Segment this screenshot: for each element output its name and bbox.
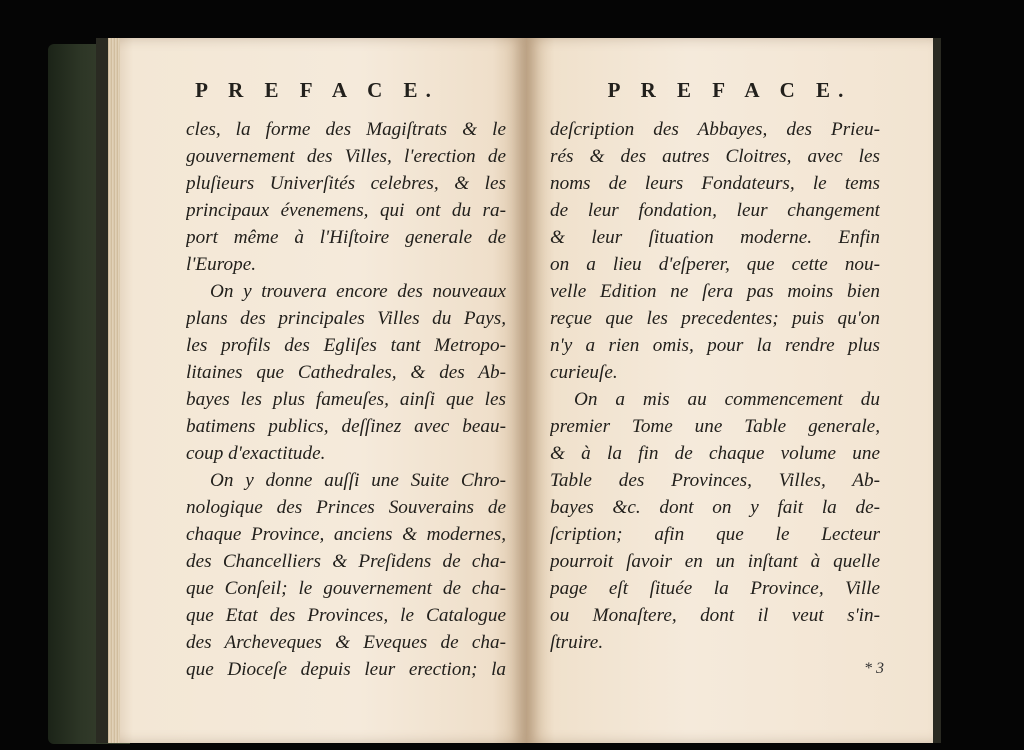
text-line: n'y a rien omis, pour la rendre plus <box>550 335 880 356</box>
text-line: On y donne auſſi une Suite Chro- <box>210 470 506 491</box>
text-line: ſcription; afin que le Lecteur <box>550 524 880 545</box>
left-page <box>108 38 526 743</box>
text-line: pluſieurs Univerſités celebres, & les <box>186 173 506 194</box>
text-line: bayes les plus fameuſes, ainſi que les <box>186 389 506 410</box>
text-line: que Etat des Provinces, le Catalogue <box>186 605 506 626</box>
text-line: gouvernement des Villes, l'erection de <box>186 146 506 167</box>
open-book <box>96 38 941 743</box>
text-line: port même à l'Hiſtoire generale de <box>186 227 506 248</box>
text-line: reçue que les precedentes; puis qu'on <box>550 308 880 329</box>
text-line: On a mis au commencement du <box>574 389 880 410</box>
text-line: curieuſe. <box>550 362 618 383</box>
text-line: on a lieu d'eſperer, que cette nou- <box>550 254 880 275</box>
text-line: chaque Province, anciens & modernes, <box>186 524 506 545</box>
text-line: l'Europe. <box>186 254 257 275</box>
page-edges <box>108 38 120 743</box>
text-line: batimens publics, deſſinez avec beau- <box>186 416 506 437</box>
text-line: que Conſeil; le gouvernement de cha- <box>186 578 506 599</box>
text-line: velle Edition ne ſera pas moins bien <box>550 281 880 302</box>
text-line: plans des principales Villes du Pays, <box>186 308 506 329</box>
text-line: nologique des Princes Souverains de <box>186 497 506 518</box>
right-page-text <box>550 116 880 656</box>
text-line: page eſt ſituée la Province, Ville <box>550 578 880 599</box>
text-line: des Archeveques & Eveques de cha- <box>186 632 506 653</box>
left-page-text <box>186 116 506 683</box>
text-line: que Dioceſe depuis leur erection; la <box>186 659 506 680</box>
text-line: premier Tome une Table generale, <box>550 416 880 437</box>
text-line: Table des Provinces, Villes, Ab- <box>550 470 880 491</box>
text-line: des Chancelliers & Preſidens de cha- <box>186 551 506 572</box>
right-page <box>526 38 933 743</box>
text-line: les profils des Egliſes tant Metropo- <box>186 335 506 356</box>
text-line: pourroit ſavoir en un inſtant à quelle <box>550 551 880 572</box>
right-page-heading: P R E F A C E. <box>607 78 852 102</box>
text-line: & leur ſituation moderne. Enfin <box>550 227 880 248</box>
signature-mark: * 3 <box>864 660 884 677</box>
text-line: cles, la forme des Magiſtrats & le <box>186 119 506 140</box>
text-line: deſcription des Abbayes, des Prieu- <box>550 119 880 140</box>
text-line: principaux évenemens, qui ont du ra- <box>186 200 506 221</box>
text-line: bayes &c. dont on y fait la de- <box>550 497 880 518</box>
text-line: & à la fin de chaque volume une <box>550 443 880 464</box>
text-line: ſtruire. <box>550 632 604 653</box>
text-line: de leur fondation, leur changement <box>550 200 880 221</box>
text-line: On y trouvera encore des nouveaux <box>210 281 506 302</box>
text-line: noms de leurs Fondateurs, le tems <box>550 173 880 194</box>
text-line: coup d'exactitude. <box>186 443 326 464</box>
text-line: rés & des autres Cloitres, avec les <box>550 146 880 167</box>
left-page-heading: P R E F A C E. <box>195 78 439 102</box>
text-line: ou Monaſtere, dont il veut s'in- <box>550 605 880 626</box>
text-line: litaines que Cathedrales, & des Ab- <box>186 362 506 383</box>
